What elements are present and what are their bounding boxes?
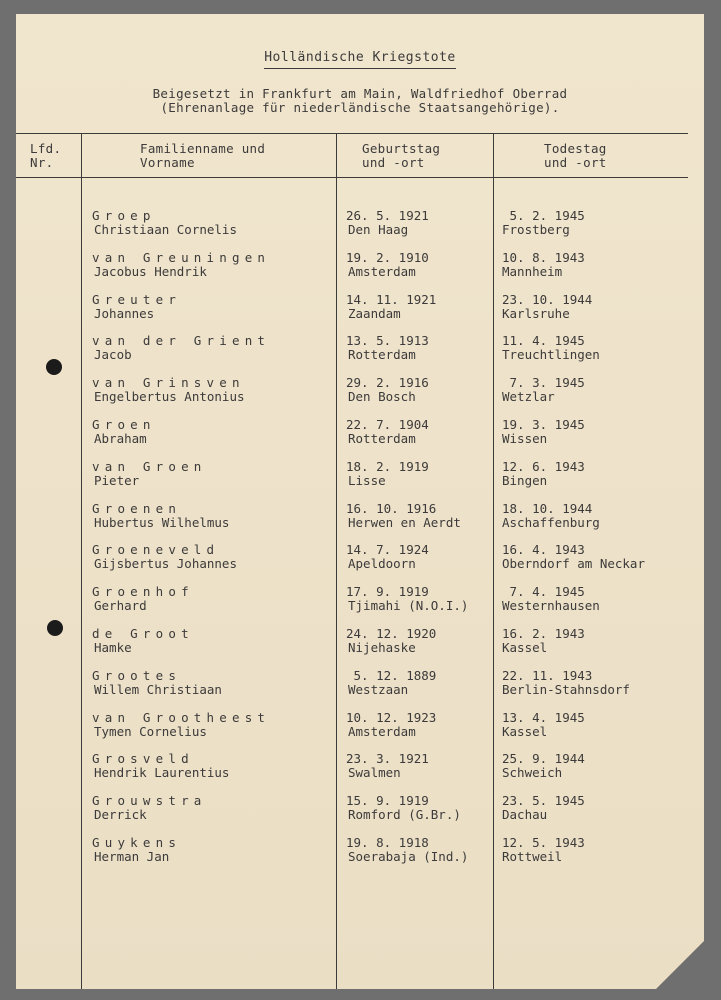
birth-place-cell: Rotterdam [348, 347, 416, 363]
death-date-cell: 16. 4. 1943 [502, 542, 585, 558]
birth-date-cell: 16. 10. 1916 [346, 500, 437, 516]
death-place-cell: Karlsruhe [502, 305, 570, 321]
death-place-cell: Aschaffenburg [502, 514, 600, 530]
birth-date-cell: 5. 12. 1889 [346, 667, 437, 683]
document-page [16, 14, 704, 989]
document-title-text: Holländische Kriegstote [264, 50, 456, 69]
header-death-line1: Todestag [544, 141, 607, 156]
birth-place-cell: Westzaan [348, 681, 409, 697]
header-birth [362, 142, 440, 170]
table-row [16, 502, 704, 542]
birth-date-cell: 19. 8. 1918 [346, 835, 429, 850]
death-date-cell: 16. 2. 1943 [502, 626, 585, 641]
death-date-cell: 5. 2. 1945 [502, 208, 585, 223]
death-date-cell: 19. 3. 1945 [502, 417, 585, 432]
table-row [16, 794, 704, 834]
table-row [16, 752, 704, 792]
death-place-cell: Frostberg [502, 222, 570, 237]
given-name-cell: Johannes [94, 305, 155, 321]
birth-place-cell: Nijehaske [348, 640, 416, 655]
death-date-cell: 7. 3. 1945 [502, 375, 585, 391]
birth-date-cell: 26. 5. 1921 [346, 208, 429, 223]
death-place-cell: Berlin-Stahnsdorf [502, 681, 630, 697]
birth-date-cell: 29. 2. 1916 [346, 375, 429, 391]
table-row [16, 543, 704, 583]
subtitle-line-2: (Ehrenanlage für niederländische Staatsangehörige). [160, 100, 560, 115]
table-row [16, 627, 704, 667]
birth-place-cell: Rotterdam [348, 431, 416, 446]
death-date-cell: 13. 4. 1945 [502, 709, 585, 725]
surname-cell: Groen [92, 417, 156, 432]
given-name-cell: Derrick [94, 807, 147, 823]
death-date-cell: 12. 5. 1943 [502, 835, 585, 850]
table-row [16, 209, 704, 249]
birth-date-cell: 15. 9. 1919 [346, 793, 429, 809]
surname-cell: van Greuningen [92, 249, 271, 265]
table-row [16, 293, 704, 333]
surname-cell: Groenen [92, 500, 182, 516]
given-name-cell: Hendrik Laurentius [94, 765, 230, 781]
birth-place-cell: Romford (G.Br.) [348, 807, 461, 823]
birth-place-cell: Den Bosch [348, 389, 416, 405]
table-top-rule [16, 133, 688, 134]
given-name-cell: Christiaan Cornelis [94, 222, 237, 237]
birth-date-cell: 14. 7. 1924 [346, 542, 429, 558]
table-row [16, 669, 704, 709]
birth-place-cell: Tjimahi (N.O.I.) [348, 598, 469, 614]
folded-corner [656, 941, 704, 989]
death-place-cell: Mannheim [502, 263, 563, 279]
given-name-cell: Tymen Cornelius [94, 723, 207, 739]
birth-place-cell: Soerabaja (Ind.) [348, 849, 469, 864]
surname-cell: Greuter [92, 291, 182, 307]
given-name-cell: Jacob [94, 347, 132, 363]
surname-cell: Groeneveld [92, 542, 220, 558]
punch-hole-lower [47, 620, 63, 636]
header-name-line2: Vorname [140, 155, 195, 170]
birth-place-cell: Apeldoorn [348, 556, 416, 572]
table-row [16, 460, 704, 500]
surname-cell: van der Grient [92, 333, 271, 349]
death-place-cell: Treuchtlingen [502, 347, 600, 363]
birth-place-cell: Amsterdam [348, 263, 416, 279]
table-row [16, 711, 704, 751]
subtitle-line-1: Beigesetzt in Frankfurt am Main, Waldfriedhof Oberrad [152, 86, 568, 101]
death-date-cell: 22. 11. 1943 [502, 667, 593, 683]
given-name-cell: Hamke [94, 640, 132, 655]
death-place-cell: Westernhausen [502, 598, 600, 614]
birth-date-cell: 13. 5. 1913 [346, 333, 429, 349]
birth-date-cell: 14. 11. 1921 [346, 291, 437, 307]
birth-place-cell: Zaandam [348, 305, 401, 321]
birth-place-cell: Swalmen [348, 765, 401, 781]
surname-cell: Guykens [92, 835, 182, 850]
table-row [16, 585, 704, 625]
birth-date-cell: 10. 12. 1923 [346, 709, 437, 725]
surname-cell: van Grootheest [92, 709, 271, 725]
death-date-cell: 7. 4. 1945 [502, 584, 585, 600]
birth-date-cell: 24. 12. 1920 [346, 626, 437, 641]
given-name-cell: Gerhard [94, 598, 147, 614]
given-name-cell: Pieter [94, 472, 140, 488]
death-place-cell: Dachau [502, 807, 548, 823]
birth-place-cell: Amsterdam [348, 723, 416, 739]
header-nr-line1: Lfd. [30, 141, 62, 156]
header-death-line2: und -ort [544, 155, 607, 170]
header-name [140, 142, 265, 170]
header-bottom-rule [16, 177, 688, 178]
surname-cell: Groep [92, 208, 156, 223]
death-place-cell: Oberndorf am Neckar [502, 556, 645, 572]
surname-cell: Grouwstra [92, 793, 207, 809]
given-name-cell: Hubertus Wilhelmus [94, 514, 230, 530]
death-place-cell: Kassel [502, 640, 548, 655]
surname-cell: van Grinsven [92, 375, 245, 391]
death-place-cell: Schweich [502, 765, 563, 781]
given-name-cell: Gijsbertus Johannes [94, 556, 237, 572]
punch-hole-upper [46, 359, 62, 375]
death-place-cell: Bingen [502, 472, 548, 488]
surname-cell: Grootes [92, 667, 182, 683]
death-date-cell: 23. 10. 1944 [502, 291, 593, 307]
surname-cell: Groenhof [92, 584, 194, 600]
birth-date-cell: 23. 3. 1921 [346, 751, 429, 767]
birth-date-cell: 22. 7. 1904 [346, 417, 429, 432]
birth-date-cell: 17. 9. 1919 [346, 584, 429, 600]
table-row [16, 376, 704, 416]
birth-date-cell: 18. 2. 1919 [346, 458, 429, 474]
given-name-cell: Willem Christiaan [94, 681, 222, 697]
death-date-cell: 12. 6. 1943 [502, 458, 585, 474]
surname-cell: van Groen [92, 458, 207, 474]
header-birth-line1: Geburtstag [362, 141, 441, 156]
birth-place-cell: Lisse [348, 472, 386, 488]
table-row [16, 836, 704, 876]
surname-cell: de Groot [92, 626, 194, 641]
death-date-cell: 11. 4. 1945 [502, 333, 585, 349]
death-date-cell: 10. 8. 1943 [502, 249, 585, 265]
death-date-cell: 23. 5. 1945 [502, 793, 585, 809]
death-place-cell: Rottweil [502, 849, 563, 864]
birth-place-cell: Den Haag [348, 222, 409, 237]
given-name-cell: Engelbertus Antonius [94, 389, 245, 405]
header-death [544, 142, 607, 170]
given-name-cell: Jacobus Hendrik [94, 263, 207, 279]
table-row [16, 418, 704, 458]
given-name-cell: Herman Jan [94, 849, 170, 864]
death-place-cell: Wissen [502, 431, 548, 446]
table-row [16, 334, 704, 374]
death-date-cell: 18. 10. 1944 [502, 500, 593, 516]
header-birth-line2: und -ort [362, 155, 425, 170]
birth-place-cell: Herwen en Aerdt [348, 514, 461, 530]
birth-date-cell: 19. 2. 1910 [346, 249, 429, 265]
header-nr [30, 142, 61, 170]
death-date-cell: 25. 9. 1944 [502, 751, 585, 767]
document-title [16, 50, 704, 65]
death-place-cell: Wetzlar [502, 389, 555, 405]
header-name-line1: Familienname und [140, 141, 266, 156]
surname-cell: Grosveld [92, 751, 194, 767]
header-nr-line2: Nr. [30, 155, 54, 170]
death-place-cell: Kassel [502, 723, 548, 739]
given-name-cell: Abraham [94, 431, 147, 446]
table-row [16, 251, 704, 291]
